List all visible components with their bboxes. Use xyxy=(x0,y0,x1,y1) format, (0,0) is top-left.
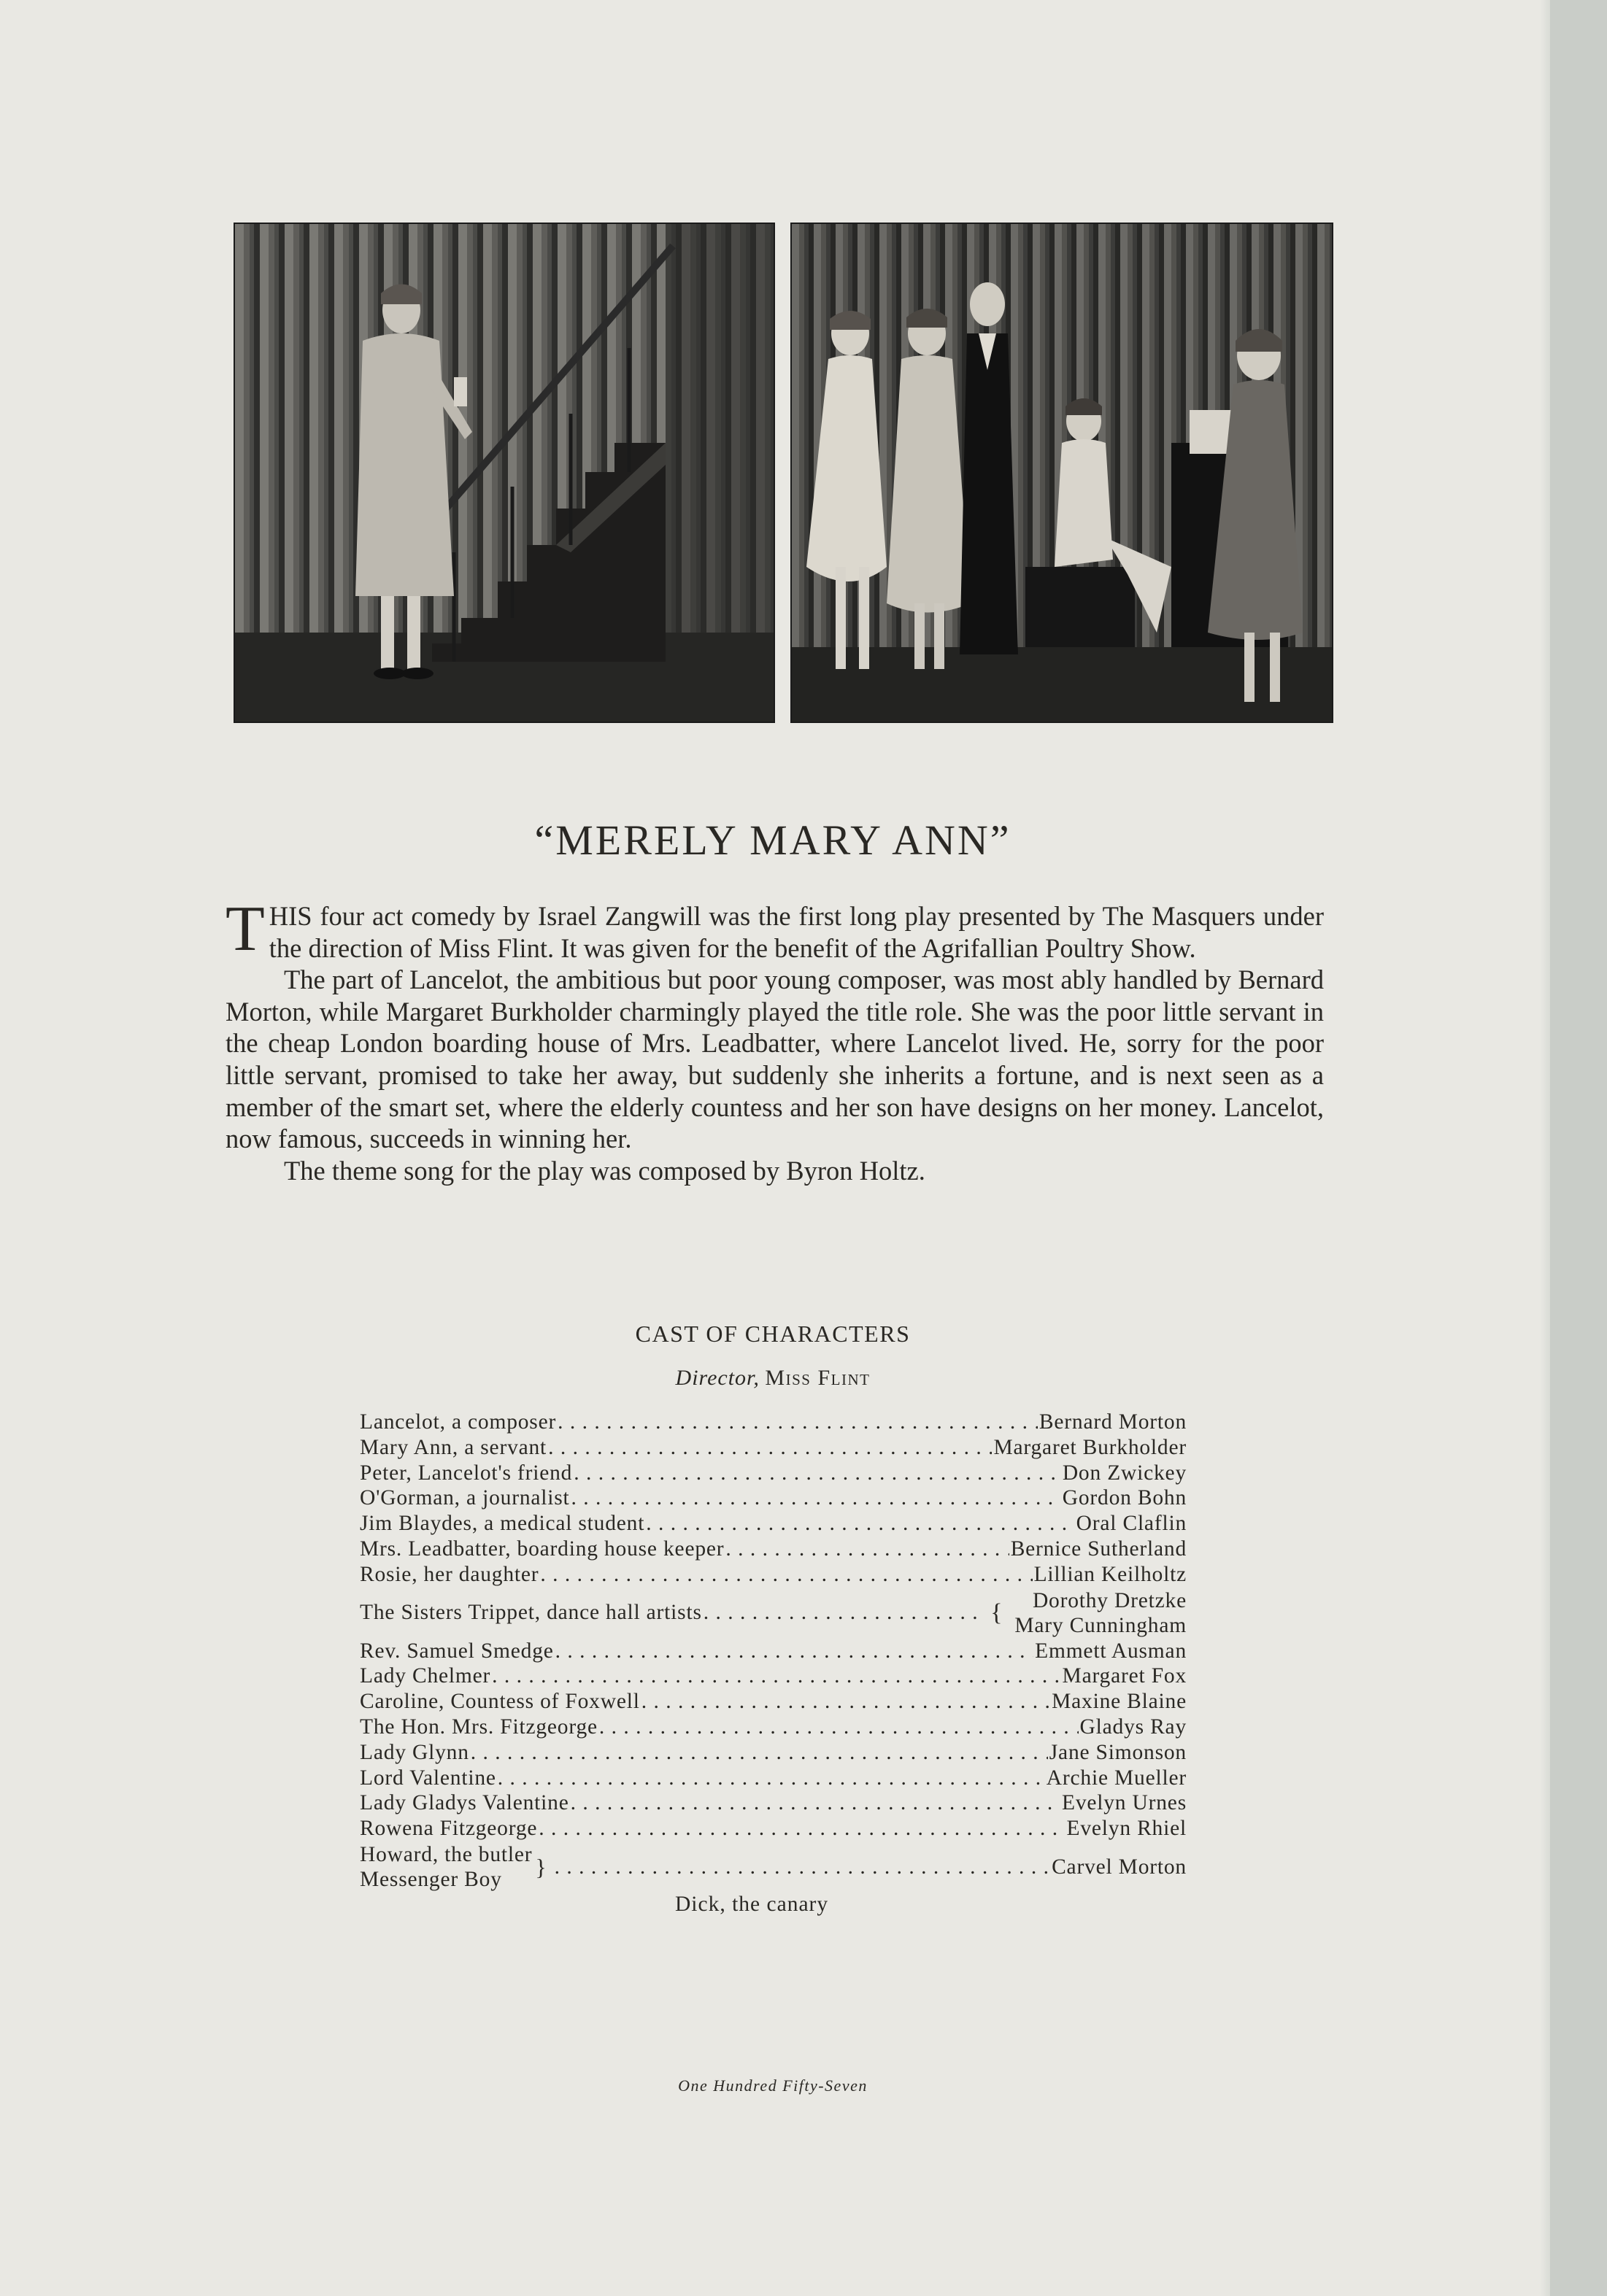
cast-role: Rosie, her daughter xyxy=(360,1562,539,1586)
cast-actor: Gladys Ray xyxy=(1079,1715,1187,1739)
cast-row xyxy=(360,1485,1187,1511)
cast-role: O'Gorman, a journalist xyxy=(360,1486,570,1510)
cast-row-shared xyxy=(360,1841,1187,1893)
leader-dots xyxy=(641,1689,1050,1715)
cast-row xyxy=(360,1715,1187,1740)
page-edge xyxy=(1540,0,1550,2296)
cast-row-sisters xyxy=(360,1588,1187,1639)
cast-roles-pair xyxy=(360,1842,532,1892)
cast-role: Howard, the butler xyxy=(360,1842,533,1866)
cast-role: Jim Blaydes, a medical student xyxy=(360,1512,645,1536)
paragraph-1 xyxy=(226,894,1324,965)
cast-actor: Archie Mueller xyxy=(1046,1766,1187,1790)
cast-actor: Emmett Ausman xyxy=(1035,1639,1187,1663)
page-number: One Hundred Fifty-Seven xyxy=(678,2076,868,2095)
cast-actor: Jane Simonson xyxy=(1049,1740,1187,1764)
leader-dots xyxy=(540,1562,1032,1588)
cast-row xyxy=(360,1511,1187,1537)
leader-dots xyxy=(471,1740,1048,1766)
cast-row xyxy=(360,1740,1187,1766)
cast-role: Rev. Samuel Smedge xyxy=(360,1639,554,1663)
cast-list xyxy=(360,1410,1187,1893)
leader-dots xyxy=(571,1485,1061,1511)
leader-dots xyxy=(704,1600,984,1626)
cast-actor: Bernard Morton xyxy=(1038,1410,1187,1434)
cast-actor: Mary Cunningham xyxy=(1014,1613,1187,1637)
cast-actor: Margaret Fox xyxy=(1062,1664,1187,1688)
cast-actors-pair xyxy=(1014,1588,1187,1638)
cast-row xyxy=(360,1663,1187,1689)
cast-actor: Don Zwickey xyxy=(1062,1461,1187,1485)
cast-role: Rowena Fitzgeorge xyxy=(360,1817,538,1841)
leader-dots xyxy=(492,1663,1060,1689)
photo-woman-on-stairs xyxy=(234,223,775,723)
cast-actor: Margaret Burkholder xyxy=(993,1435,1187,1459)
drop-cap: T xyxy=(226,894,265,965)
article-body xyxy=(226,894,1324,1186)
leader-dots xyxy=(539,1816,1065,1841)
cast-role: Peter, Lancelot's friend xyxy=(360,1461,573,1485)
cast-role: Lady Gladys Valentine xyxy=(360,1791,569,1815)
paragraph-1-text: HIS four act comedy by Israel Zangwill was the first long play presented by The Masquers under the direction of Miss Flint. It was given for the benefit of the Agrifallian Poultry Show. xyxy=(269,901,1324,963)
leader-dots xyxy=(555,1639,1033,1664)
canary-credit: Dick, the canary xyxy=(675,1893,829,1916)
leader-dots xyxy=(725,1537,1009,1562)
cast-actor: Bernice Sutherland xyxy=(1010,1537,1187,1561)
cast-actor: Maxine Blaine xyxy=(1052,1690,1187,1714)
cast-role: Lady Glynn xyxy=(360,1740,469,1764)
leader-dots xyxy=(498,1766,1045,1791)
cast-row xyxy=(360,1461,1187,1486)
cast-row xyxy=(360,1410,1187,1435)
cast-role: Caroline, Countess of Foxwell xyxy=(360,1690,640,1714)
cast-actor: Carvel Morton xyxy=(1052,1855,1187,1879)
leader-dots xyxy=(646,1511,1074,1537)
cast-role: Lord Valentine xyxy=(360,1766,496,1790)
cast-row xyxy=(360,1537,1187,1562)
leader-dots xyxy=(555,1855,1051,1880)
director-label: Director, xyxy=(675,1366,760,1390)
brace-glyph: } xyxy=(535,1853,547,1880)
cast-role: Lancelot, a composer xyxy=(360,1410,557,1434)
play-title: “MERELY MARY ANN” xyxy=(534,816,1011,864)
cast-heading: CAST OF CHARACTERS xyxy=(635,1321,911,1347)
cast-role: Messenger Boy xyxy=(360,1867,502,1891)
cast-actor: Oral Claflin xyxy=(1076,1512,1187,1536)
cast-row xyxy=(360,1689,1187,1715)
cast-actor: Dorothy Dretzke xyxy=(1032,1588,1187,1612)
cast-actor: Evelyn Urnes xyxy=(1062,1791,1187,1815)
cast-actor: Evelyn Rhiel xyxy=(1066,1817,1187,1841)
cast-row xyxy=(360,1639,1187,1664)
leader-dots xyxy=(558,1410,1038,1435)
cast-role: Mary Ann, a servant xyxy=(360,1435,547,1459)
cast-actor: Lillian Keilholtz xyxy=(1033,1562,1187,1586)
cast-row xyxy=(360,1816,1187,1841)
cast-row xyxy=(360,1790,1187,1816)
paragraph-3: The theme song for the play was composed by Byron Holtz. xyxy=(284,1155,925,1186)
leader-dots xyxy=(571,1790,1060,1816)
cast-row xyxy=(360,1766,1187,1791)
cast-role: Mrs. Leadbatter, boarding house keeper xyxy=(360,1537,725,1561)
cast-role: The Hon. Mrs. Fitzgeorge xyxy=(360,1715,598,1739)
photo-group-at-piano xyxy=(790,223,1333,723)
cast-row xyxy=(360,1562,1187,1588)
leader-dots xyxy=(574,1461,1061,1486)
cast-row xyxy=(360,1435,1187,1461)
brace-glyph: { xyxy=(990,1599,1003,1626)
cast-actor: Gordon Bohn xyxy=(1062,1486,1187,1510)
director-line xyxy=(0,1366,1546,1391)
leader-dots xyxy=(548,1435,992,1461)
leader-dots xyxy=(599,1715,1079,1740)
cast-role: The Sisters Trippet, dance hall artists xyxy=(360,1601,702,1625)
paragraph-2: The part of Lancelot, the ambitious but poor young composer, was most ably handled by Bernard Morton, while Margaret Burkholder charmingly played the title role. She was the poor little servant in the cheap London boarding house of Mrs. Leadbatter, where Lancelot lived. He, sorry for the poor little servant, promised to take her away, but suddenly she inherits a fortune, and is next seen as a member of the smart set, where the elderly countess and her son have designs on her money. Lancelot, now famous, succeeds in winning her. xyxy=(226,965,1324,1154)
cast-role: Lady Chelmer xyxy=(360,1664,491,1688)
director-name: Miss Flint xyxy=(765,1366,871,1390)
